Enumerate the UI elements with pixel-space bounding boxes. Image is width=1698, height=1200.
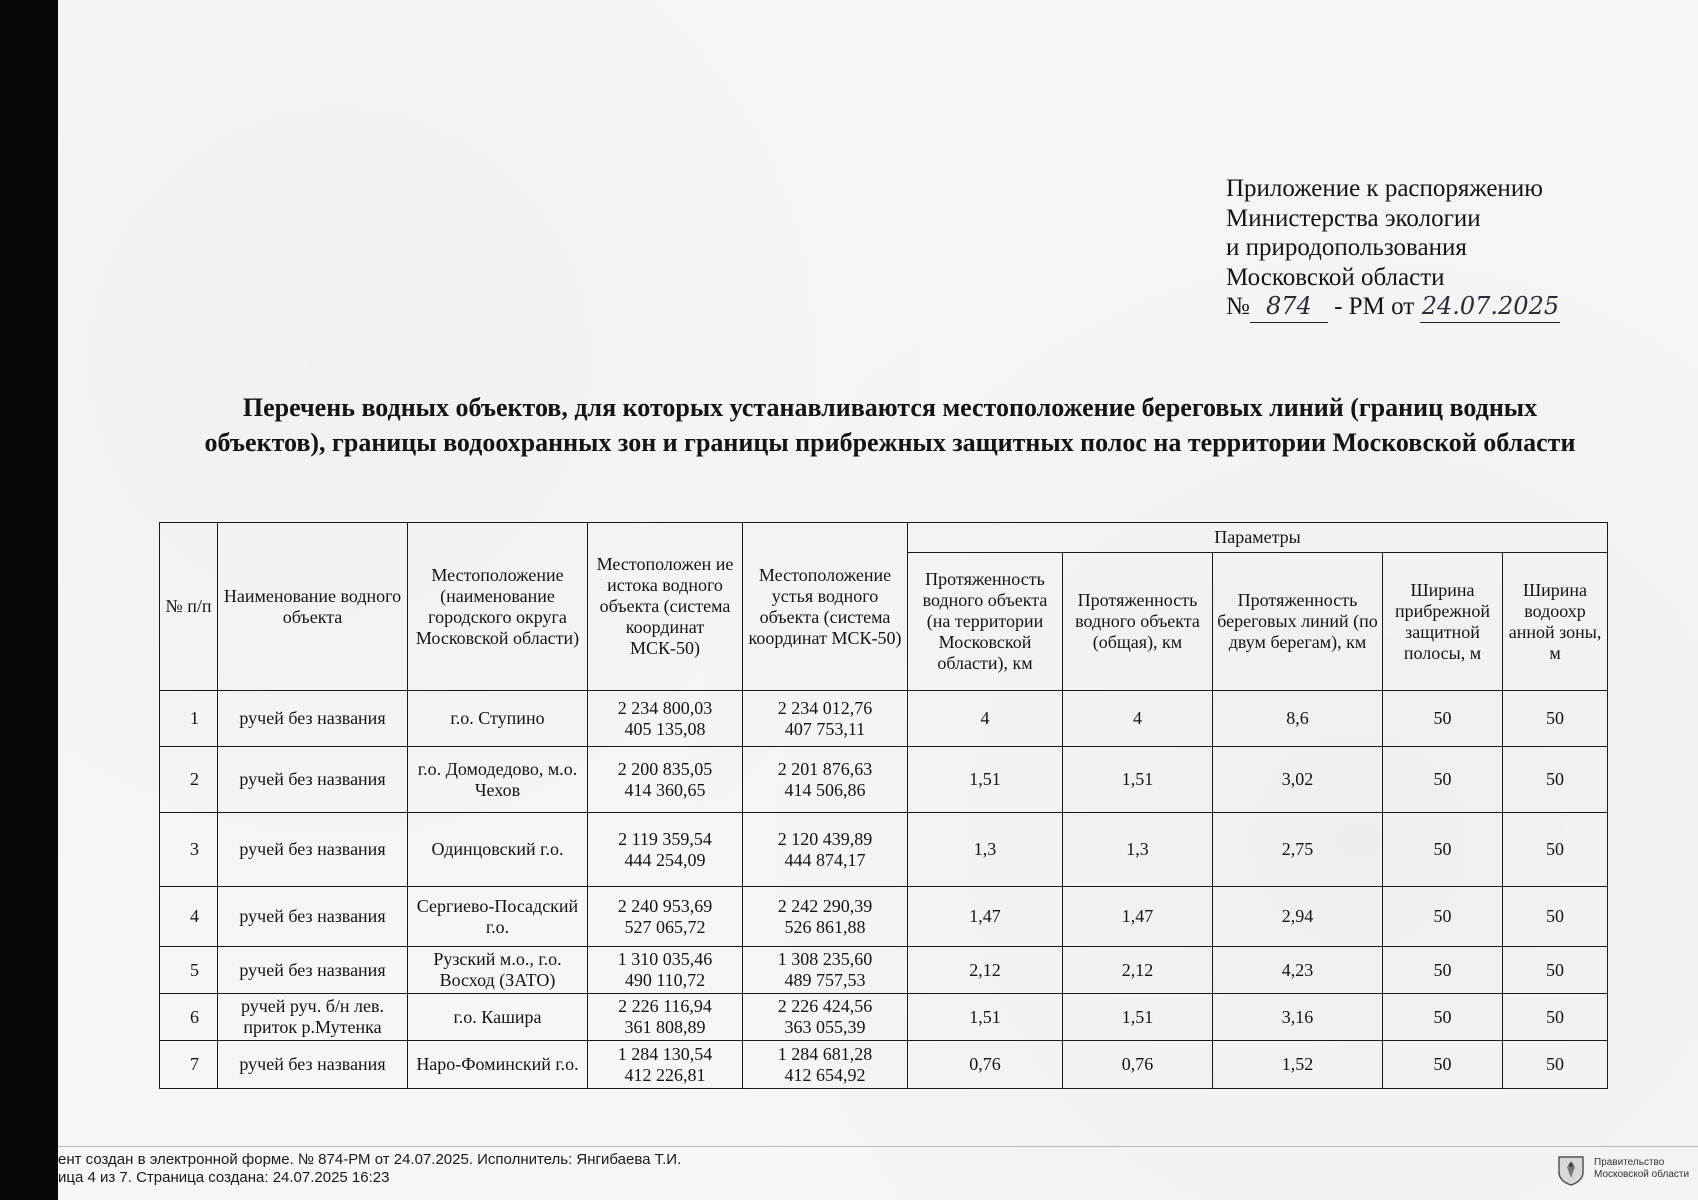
- cell-strip: 50: [1383, 887, 1503, 947]
- cell-strip: 50: [1383, 947, 1503, 994]
- appendix-line-4: Московской области: [1226, 263, 1445, 291]
- cell-shore: 4,23: [1213, 947, 1383, 994]
- table-row: [160, 691, 1608, 747]
- header-num: № п/п: [160, 523, 218, 691]
- source-y: 405 135,08: [624, 718, 706, 739]
- table-row: [160, 994, 1608, 1041]
- mouth-y: 526 861,88: [784, 916, 866, 937]
- table-row: [160, 813, 1608, 887]
- cell-source: [588, 1041, 743, 1089]
- logo-line-2: Московской области: [1594, 1169, 1690, 1180]
- cell-zone: 50: [1503, 1041, 1608, 1089]
- mouth-y: 414 506,86: [784, 779, 866, 800]
- cell-shore: 2,75: [1213, 813, 1383, 887]
- cell-location: г.о. Ступино: [408, 691, 588, 747]
- cell-zone: 50: [1503, 813, 1608, 887]
- cell-strip: 50: [1383, 691, 1503, 747]
- header-source: Местоположен ие истока водного объекта (система координат МСК-50): [588, 523, 743, 691]
- table-row: [160, 947, 1608, 994]
- cell-num: 5: [160, 947, 218, 994]
- cell-zone: 50: [1503, 994, 1608, 1041]
- source-y: 412 226,81: [624, 1064, 706, 1085]
- header-strip-width: Ширина прибрежной защитной полосы, м: [1383, 553, 1503, 691]
- mouth-x: 2 234 012,76: [777, 697, 873, 718]
- cell-mouth: [743, 1041, 908, 1089]
- cell-name: ручей без названия: [218, 1041, 408, 1089]
- cell-length-mo: 1,47: [908, 887, 1063, 947]
- mouth-y: 489 757,53: [784, 970, 866, 990]
- cell-length-mo: 1,3: [908, 813, 1063, 887]
- cell-location: г.о. Домодедово, м.о. Чехов: [408, 747, 588, 813]
- mouth-y: 407 753,11: [784, 718, 866, 739]
- mouth-x: 2 226 424,56: [777, 996, 873, 1016]
- coat-of-arms-icon: [1556, 1154, 1586, 1186]
- cell-zone: 50: [1503, 691, 1608, 747]
- appendix-line-3: и природопользования: [1226, 234, 1467, 261]
- cell-length-mo: 0,76: [908, 1041, 1063, 1089]
- mouth-y: 444 874,17: [784, 849, 866, 870]
- source-y: 490 110,72: [624, 970, 706, 990]
- number-middle: - РМ от: [1334, 293, 1415, 320]
- source-x: 1 284 130,54: [617, 1043, 713, 1064]
- source-x: 2 240 953,69: [617, 895, 713, 916]
- cell-num: 4: [160, 887, 218, 947]
- cell-length-total: 1,47: [1063, 887, 1213, 947]
- table-row: [160, 747, 1608, 813]
- cell-length-total: 1,51: [1063, 994, 1213, 1041]
- source-y: 444 254,09: [624, 849, 706, 870]
- cell-shore: 1,52: [1213, 1041, 1383, 1089]
- cell-location: Одинцовский г.о.: [408, 813, 588, 887]
- cell-strip: 50: [1383, 813, 1503, 887]
- mouth-x: 2 120 439,89: [777, 828, 873, 849]
- cell-zone: 50: [1503, 747, 1608, 813]
- source-y: 361 808,89: [624, 1017, 706, 1037]
- source-x: 1 310 035,46: [617, 949, 713, 969]
- cell-shore: 3,02: [1213, 747, 1383, 813]
- cell-length-total: 2,12: [1063, 947, 1213, 994]
- appendix-number-line: [1226, 292, 1646, 323]
- cell-mouth: [743, 691, 908, 747]
- mouth-x: 1 284 681,28: [777, 1043, 873, 1064]
- cell-mouth: [743, 947, 908, 994]
- cell-mouth: [743, 747, 908, 813]
- cell-length-mo: 1,51: [908, 994, 1063, 1041]
- source-x: 2 234 800,03: [617, 697, 713, 718]
- appendix-block: [1226, 174, 1646, 323]
- table-row: [160, 887, 1608, 947]
- header-shore-length: Протяженность береговых линий (по двум берегам), км: [1213, 553, 1383, 691]
- cell-source: [588, 887, 743, 947]
- cell-strip: 50: [1383, 994, 1503, 1041]
- header-length-total: Протяженность водного объекта (общая), км: [1063, 553, 1213, 691]
- source-y: 414 360,65: [624, 779, 706, 800]
- cell-num: 6: [160, 994, 218, 1041]
- footer-divider: [58, 1146, 1698, 1147]
- cell-source: [588, 994, 743, 1041]
- cell-name: ручей без названия: [218, 747, 408, 813]
- cell-num: 2: [160, 747, 218, 813]
- cell-mouth: [743, 994, 908, 1041]
- government-logo-text: [1594, 1157, 1689, 1181]
- header-mouth: Местоположение устья водного объекта (система координат МСК-50): [743, 523, 908, 691]
- cell-name: ручей без названия: [218, 813, 408, 887]
- cell-length-mo: 4: [908, 691, 1063, 747]
- mouth-x: 2 242 290,39: [777, 895, 873, 916]
- cell-source: [588, 691, 743, 747]
- cell-name: ручей руч. б/н лев. приток р.Мутенка: [218, 994, 408, 1041]
- header-length-mo: Протяженность водного объекта (на территории Московской области), км: [908, 553, 1063, 691]
- cell-num: 3: [160, 813, 218, 887]
- cell-strip: 50: [1383, 1041, 1503, 1089]
- cell-num: 7: [160, 1041, 218, 1089]
- handwritten-date: 24.07.2025: [1420, 292, 1560, 323]
- cell-mouth: [743, 813, 908, 887]
- cell-length-total: 1,51: [1063, 747, 1213, 813]
- cell-length-total: 1,3: [1063, 813, 1213, 887]
- cell-length-mo: 1,51: [908, 747, 1063, 813]
- footer-line-2: ица 4 из 7. Страница создана: 24.07.2025 16:23: [58, 1169, 390, 1186]
- electronic-document-footer: [58, 1151, 681, 1187]
- cell-length-mo: 2,12: [908, 947, 1063, 994]
- header-location: Местоположение (наименование городского округа Московской области): [408, 523, 588, 691]
- cell-name: ручей без названия: [218, 947, 408, 994]
- header-name: Наименование водного объекта: [218, 523, 408, 691]
- cell-name: ручей без названия: [218, 887, 408, 947]
- header-params: Параметры: [908, 523, 1608, 553]
- header-zone-width: Ширина водоохр анной зоны, м: [1503, 553, 1608, 691]
- cell-zone: 50: [1503, 887, 1608, 947]
- cell-location: Рузский м.о., г.о. Восход (ЗАТО): [408, 947, 588, 994]
- cell-zone: 50: [1503, 947, 1608, 994]
- table-row: [160, 1041, 1608, 1089]
- cell-shore: 8,6: [1213, 691, 1383, 747]
- mouth-x: 2 201 876,63: [777, 758, 873, 779]
- cell-location: Наро-Фоминский г.о.: [408, 1041, 588, 1089]
- appendix-line-2: Министерства экологии: [1226, 204, 1481, 232]
- cell-mouth: [743, 887, 908, 947]
- cell-location: г.о. Кашира: [408, 994, 588, 1041]
- mouth-y: 412 654,92: [784, 1064, 866, 1085]
- source-x: 2 119 359,54: [618, 828, 712, 849]
- cell-shore: 3,16: [1213, 994, 1383, 1041]
- source-y: 527 065,72: [624, 916, 706, 937]
- cell-num: 1: [160, 691, 218, 747]
- cell-length-total: 4: [1063, 691, 1213, 747]
- cell-source: [588, 947, 743, 994]
- scan-edge-bar: [0, 0, 58, 1200]
- footer-line-1: ент создан в электронной форме. № 874-РМ от 24.07.2025. Исполнитель: Янгибаева Т.И.: [58, 1151, 682, 1168]
- cell-strip: 50: [1383, 747, 1503, 813]
- source-x: 2 226 116,94: [618, 996, 712, 1016]
- cell-name: ручей без названия: [218, 691, 408, 747]
- cell-source: [588, 747, 743, 813]
- logo-line-1: Правительство: [1594, 1157, 1665, 1168]
- cell-location: Сергиево-Посадский г.о.: [408, 887, 588, 947]
- handwritten-number: 874: [1250, 292, 1328, 323]
- water-objects-table: [159, 522, 1608, 1089]
- appendix-line-1: Приложение к распоряжению: [1226, 175, 1543, 202]
- document-title: Перечень водных объектов, для которых устанавливаются местоположение береговых линий (границ водных объектов), границы водоохранных зон и границы прибрежных защитных полос на территории Московской области: [204, 393, 1576, 457]
- government-logo: [1556, 1152, 1696, 1188]
- cell-length-total: 0,76: [1063, 1041, 1213, 1089]
- number-prefix: №: [1226, 293, 1250, 320]
- cell-source: [588, 813, 743, 887]
- mouth-x: 1 308 235,60: [777, 949, 873, 969]
- mouth-y: 363 055,39: [784, 1017, 866, 1037]
- source-x: 2 200 835,05: [617, 758, 713, 779]
- cell-shore: 2,94: [1213, 887, 1383, 947]
